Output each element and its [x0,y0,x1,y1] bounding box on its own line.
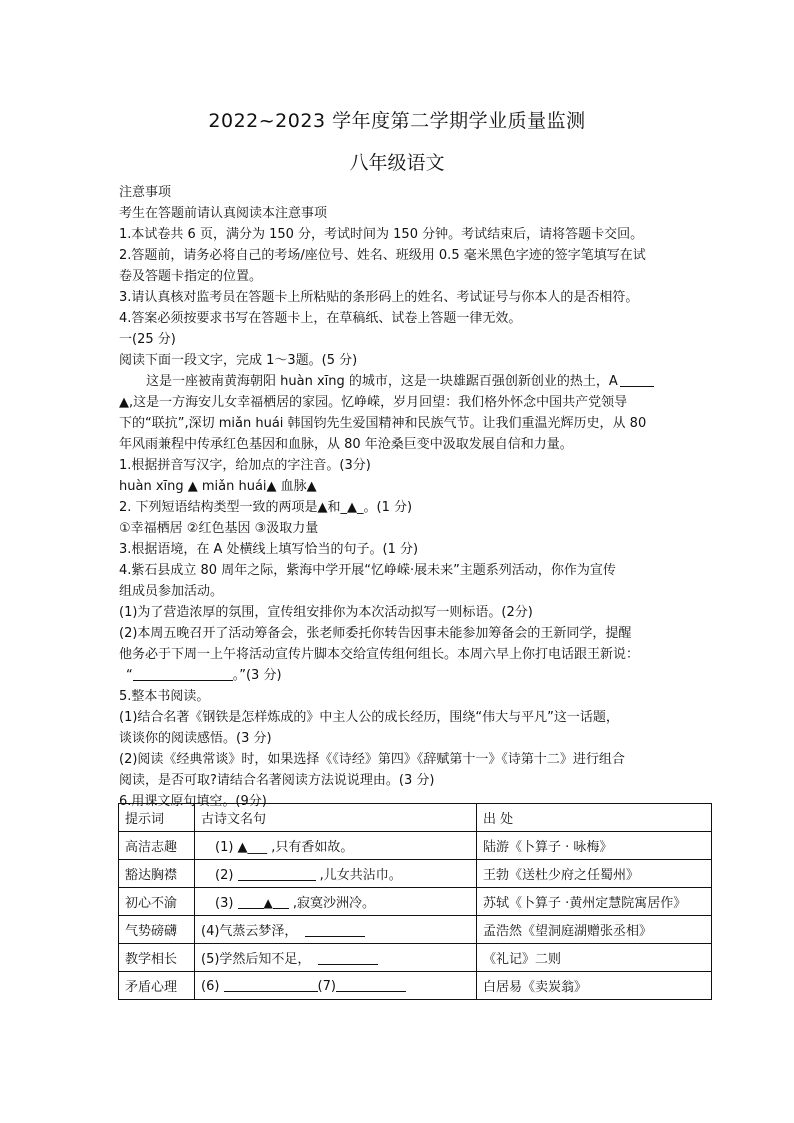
question-5-line: 谈谈你的阅读感悟。(3 分) [119,731,272,746]
question-4-quote [119,665,719,686]
passage-line: 下的“联抗”,深切 miǎn huái 韩国钧先生爱国精神和民族气节。让我们重温光辉历史，从 80 [119,416,647,431]
passage-line: 年风雨兼程中传承红色基因和血脉，从 80 年沧桑巨变中汲取发展自信和力量。 [119,437,573,452]
poem-mid: (7) [317,979,336,994]
answer-blank[interactable] [336,977,406,992]
answer-blank[interactable] [318,950,378,965]
question-4-line: 他务必于下周一上午将活动宣传片脚本交给宣传组何组长。本周六早上你打电话跟王新说： [119,647,640,662]
quote-open: “ [126,668,133,683]
answer-blank-quote[interactable] [133,666,233,681]
poem-cell [195,972,477,1000]
poem-post: ,寂寞沙洲冷。 [288,896,376,911]
exam-subtitle: 八年级语文 [349,152,445,174]
poem-pre: (2) [215,868,238,883]
notice-item: 2.答题前，请务必将自己的考场/座位号、姓名、班级用 0.5 毫米黑色字迹的签字笔填写在试 [119,248,646,263]
passage-line: ▲,这是一方海安儿女幸福栖居的家园。忆峥嵘，岁月回望：我们格外怀念中国共产党领导 [119,395,628,410]
source-cell: 苏轼《卜算子 ·黄州定慧院寓居作》 [477,888,712,916]
table-row [119,972,712,1000]
notice-item: 卷及答题卡指定的位置。 [119,269,263,284]
poem-cell [195,888,477,916]
source-cell: 《礼记》二则 [477,944,712,972]
hint-cell: 教学相长 [119,944,195,972]
poem-pre: (3) [215,896,238,911]
hint-cell: 豁达胸襟 [119,860,195,888]
poem-cell [195,916,477,944]
poem-post: ,只有香如故。 [271,840,354,855]
question-2-options: ①幸福栖居 ②红色基因 ③汲取力量 [119,521,319,536]
table-row [119,888,712,916]
question-3: 3.根据语境，在 A 处横线上填写恰当的句子。(1 分) [119,542,419,557]
poem-pre: (4)气蒸云梦泽， [201,924,298,939]
source-cell: 陆游《卜算子 · 咏梅》 [477,832,712,860]
header-source: 出 处 [477,804,712,832]
table-row [119,832,712,860]
source-cell: 王勃《送杜少府之任蜀州》 [477,860,712,888]
poem-pre: (5)学然后知不足， [201,952,311,967]
table-header-row [119,804,712,832]
answer-blank[interactable] [305,922,365,937]
poem-pre: (6) [201,979,224,994]
passage-line [119,371,719,392]
question-5-line: 5.整本书阅读。 [119,689,210,704]
exam-content [119,182,719,812]
source-cell: 白居易《卖炭翁》 [477,972,712,1000]
poem-cell [195,860,477,888]
notice-heading: 注意事项 [119,185,172,200]
poem-post: ,儿女共沾巾。 [315,868,402,883]
table-row [119,916,712,944]
question-5-line: (1)结合名著《钢铁是怎样炼成的》中主人公的成长经历，围绕“伟大与平凡”这一话题， [119,710,619,725]
exam-title: 2022~2023 学年度第二学期学业质量监测 [208,110,586,132]
answer-blank[interactable] [238,866,316,881]
poem-cell [195,832,477,860]
question-1-items: huàn xīng ▲ miǎn huái▲ 血脉▲ [119,479,317,494]
answer-blank[interactable] [238,894,264,909]
section-instruction: 阅读下面一段文字，完成 1～3题。(5 分) [119,353,358,368]
question-4-line: (2)本周五晚召开了活动筹备会，张老师委托你转告因事未能参加筹备会的王新同学，提醒 [119,626,632,641]
table-row [119,944,712,972]
question-4-line: (1)为了营造浓厚的氛围，宣传组安排你为本次活动拟写一则标语。(2分) [119,605,533,620]
question-4-line: 4.紫石县成立 80 周年之际，紫海中学开展“忆峥嵘·展未来”主题系列活动，你作为宣传 [119,563,616,578]
header-line: 古诗文名句 [195,804,477,832]
passage-text: 这是一座被南黄海朝阳 huàn xīng 的城市，这是一块雄踞百强创新创业的热土，A [146,374,618,389]
hint-cell: 初心不渝 [119,888,195,916]
question-2: 2. 下列短语结构类型一致的两项是▲和_▲_。(1 分) [119,500,413,515]
poem-fill-table [118,803,712,1000]
answer-blank[interactable] [273,894,289,909]
question-1: 1.根据拼音写汉字，给加点的字注音。(3分) [119,458,371,473]
notice-intro: 考生在答题前请认真阅读本注意事项 [119,206,328,221]
notice-item: 3.请认真核对监考员在答题卡上所粘贴的条形码上的姓名、考试证号与你本人的是否相符。 [119,290,639,305]
answer-marker: ▲ [263,896,273,910]
source-cell: 孟浩然《望洞庭湖赠张丞相》 [477,916,712,944]
notice-item: 4.答案必须按要求书写在答题卡上，在草稿纸、试卷上答题一律无效。 [119,311,522,326]
question-5-line: (2)阅读《经典常谈》时，如果选择《《诗经》第四》《辞赋第十一》《诗第十二》进行组合 [119,752,625,767]
hint-cell: 高洁志趣 [119,832,195,860]
question-5-line: 阅读，是否可取?请结合名著阅读方法说说理由。(3 分) [119,773,435,788]
notice-item: 1.本试卷共 6 页，满分为 150 分，考试时间为 150 分钟。考试结束后，请将答题卡交回。 [119,227,644,242]
question-4-line: 组成员参加活动。 [119,584,224,599]
hint-cell: 矛盾心理 [119,972,195,1000]
header-hint: 提示词 [119,804,195,832]
quote-close: 。”(3 分) [232,668,282,683]
question-6: 6.用课文原句填空。(9分) [119,794,267,809]
answer-blank-a[interactable] [620,372,654,387]
poem-cell [195,944,477,972]
hint-cell: 气势磅礴 [119,916,195,944]
table-row [119,860,712,888]
answer-blank[interactable] [224,977,318,992]
poem-pre: (1) ▲___ [215,840,272,855]
section-heading: 一(25 分) [119,332,176,347]
